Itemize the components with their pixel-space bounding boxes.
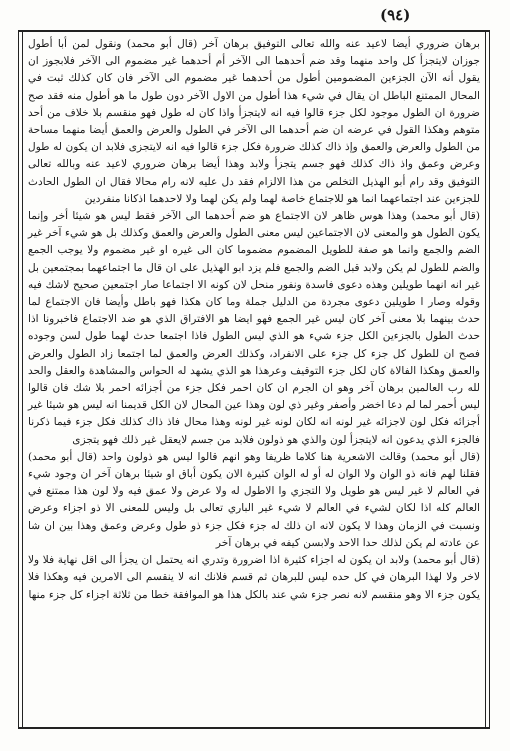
- paragraph: (قال أبو محمد) ولابد ان يكون له اجزاء كثيرة اذا اضرورة وتدري انه يحتمل ان يجزأ الى اقل نهاية فلا ولا لاخر ولا لهذا البرهان في كل حده ليس للبرهان ثم قسم فلانك انه لا ينقسم الى الامرين فيه وهكذا فلا يكون جزء الا وهو منقسم لانه نصر جزء شي عند بالكل هذا هو الموافقة خطا من ثلاثة اجزاء كل جزء منها: [28, 554, 480, 601]
- paragraph: (قال أبو محمد) وقالت الاشعرية هنا كلاما ظريفا وهو انهم قالوا ليس هو ذولون واحد (قال أبو محمد) فقلنا لهم فانه ذو الوان ولا الوان له أو له الوان كثيرة الان يكون أباق او شيئا برهان آخر ان وجود شيء في العالم لا غير ليس هو طويل ولا التجزي وا الاطول له ولا عرض ولا عمق فيه ولا لون هذا ممتنع في العالم كله اذا لكان لشيء في العالم لا شيء غير الباري تعالى بل وليس للمعنى الا ذو اجزاء وعرض ونسبت في الزمان وهذا لا يكون لانه ان ذلك له جزء فكل جزء ذو طول وعرض وعمق وهذا بين ان شا عن عادته لم يكن لذلك حدا الاحد ولابسن كيفه في برهان آخر: [28, 450, 480, 549]
- frame-rule-left: [22, 32, 23, 727]
- frame-rule-right: [485, 32, 486, 727]
- body-text: [28, 36, 480, 604]
- page-number: (٩٤): [380, 6, 411, 24]
- paragraph: (قال أبو محمد) وهذا هوس ظاهر لان الاجتماع هو ضم أحدهما الى الآخر فقط ليس هو شيئا أخر وإنما يكون الطول هو والمعنى لان الاجتماعين ليس معنى الطول والعرض والعمق وكذلك بل هو شيء آخر غير الضم والجمع وانما هو صفة للطويل المضموم مضموما كان الى غيره او غير مضموم ولا يوجب الجمع والضم للطول لم يكن ولابد قبل الضم والجمع فلم يزد ابو الهذيل على ان قال ما اجتماعهما بمجتمعين بل غير انه انهما طويلين وهذه دعوى فاسدة ونفور منحل لان كونه الا اجتماعا صار اجتمعين صحيح لاشك فيه وقوله وصار ا طويلين دعوى مجردة من الدليل جملة وما كان هكذا فهو باطل وأيضا فان الاجتماع لما حدث بينهما بلا معنى آخر كان ليس غير الجمع فهو ايضا هو الافتراق الذي هو ضد الاجتماع فاخبرونا اذا حدث الطول بالجزءين الكل جزء شيء هو الذي ليس الطول فاذا اجتمعا حدث لهما طول لسن وجوده فصح ان للطول كل جزء كل جزء على الانفراد، وكذلك العرض والعمق لما اجتمعا زاد الطول والعرض والعمق وهكذا الفالاة كان لكل جزء التوقيف وعرهذا هو الذي يشهد له الحواس والمشاهدة والعقل والحد لله رب العالمين برهان آخر وهو ان الجرم ان كان احمر فكل جزء من أجزائه احمر بلا شك فان قالوا ليس أحمر لما لم دعا اخضر وأصفر وغير ذي لون وهذا عين المحال لان الكل قديمنا انه ليس هو شيئا غير أجزائه فكل لون لاجزائه غير لونه انه لكان لونه غير لونه وهذا محال فاذ ذاك كذلك فكل جزء فيما ذكرنا فالجزء الذي يدعون انه لايتجزأ لون والذي هو ذولون فلابد من جسم لايعقل غير ذلك فهو يتجزى: [28, 210, 480, 446]
- paragraph: برهان ضروري أيضا لاعيد عنه والله تعالى التوفيق برهان آخر (قال أبو محمد) ونقول لمن أبا أطول جوزان لايتجزأ كل واحد منهما وقد ضم أحدهما الى الآخر أم أحدهما غير مضموم الى الآخر فلابجوز ان يقول أنه الآن الجزءين المضمومين أطول من أحدهما غير مضموم الى الآخر فان كان كذلك ثبت في المحال الممتنع الباطل ان يقال في شيء هذا أطول من الاول الآخر دون طول ما هو أطول منه فقد صح ضرورة ان الطول موجود لكل جزء قالوا فيه انه لايتجزأ واذا كان له طول فهو منقسم بلا خلاف من أحد متوهم وهكذا القول في عرضه ان ضم أحدهما الى الآخر في الطول والعرض والعمق أيضا منهما مساحة من الطول والعرض والعمق وإذ ذاك كذلك ضرورة فكل جزء قالوا فيه انه لايتجزى فلابد ان يكون له طول وعرض وعمق واذ ذاك كذلك فهو جسم يتجزأ ولابد وهذا أيضا برهان ضروري لاعيد عنه وبالله تعالى التوفيق وقد رام أبو الهذيل التخلص من هذا الالزام فقد دل عليه لانه رام محالا فقال ان الطول الحادث للجزءين عند اجتماعهما انما هو للاجتماع خاصة لهما ولم يكن لهما ولا لاحدهما اذكانا منفردين: [28, 38, 480, 205]
